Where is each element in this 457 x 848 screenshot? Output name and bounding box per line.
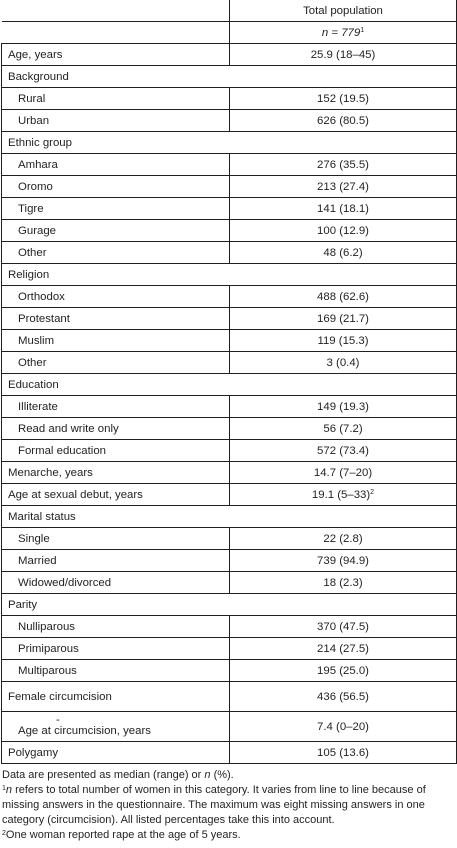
row-value-text: 436 (56.5) <box>317 690 369 703</box>
row-label <box>2 352 230 374</box>
row-value-text: 25.9 (18–45) <box>310 48 376 61</box>
group-label: Education <box>2 374 457 396</box>
table-row <box>2 198 457 220</box>
group-label: Parity <box>2 594 457 616</box>
row-value <box>230 712 457 742</box>
row-label-text: Formal education <box>18 444 107 457</box>
column-header: Total population <box>230 0 457 22</box>
table-row <box>2 550 457 572</box>
footnote-1-marker: 1 <box>2 785 6 792</box>
row-label <box>2 550 230 572</box>
row-value <box>230 44 457 66</box>
row-value-text: 152 (19.5) <box>317 92 369 105</box>
table-row <box>2 462 457 484</box>
row-label-text: Polygamy <box>8 746 59 759</box>
row-label <box>2 712 230 742</box>
group-label: Marital status <box>2 506 457 528</box>
table-row <box>2 220 457 242</box>
row-value-text: 100 (12.9) <box>317 224 369 237</box>
row-value <box>230 176 457 198</box>
table-row <box>2 110 457 132</box>
row-value-text: 626 (80.5) <box>317 114 369 127</box>
row-label <box>2 418 230 440</box>
row-label-text: Muslim <box>18 334 55 347</box>
row-value-text: 195 (25.0) <box>317 664 369 677</box>
table-row <box>2 308 457 330</box>
table-row <box>2 330 457 352</box>
row-value-text: 488 (62.6) <box>317 290 369 303</box>
row-label <box>2 484 230 506</box>
row-value <box>230 330 457 352</box>
row-value <box>230 550 457 572</box>
table-row <box>2 440 457 462</box>
table-row <box>2 88 457 110</box>
table-notes <box>0 764 452 843</box>
table-row <box>2 616 457 638</box>
footnote-2-text: One woman reported rape at the age of 5 years. <box>5 829 241 841</box>
table-row <box>2 396 457 418</box>
row-value-text: 14.7 (7–20) <box>313 466 373 479</box>
table-row <box>2 484 457 506</box>
row-label-text: Other <box>18 356 47 369</box>
row-value-text: 7.4 (0–20) <box>317 720 369 733</box>
row-label-text: Menarche, years <box>8 466 93 479</box>
row-value <box>230 396 457 418</box>
table-row <box>2 44 457 66</box>
row-label-text: Tigre <box>18 202 44 215</box>
row-value-superscript: 2 <box>370 488 375 496</box>
row-label <box>2 440 230 462</box>
row-value <box>230 484 457 506</box>
row-label <box>2 286 230 308</box>
row-label-text: Age at circumcision, years <box>18 724 151 737</box>
row-value <box>230 154 457 176</box>
row-label-text: Gurage <box>18 224 56 237</box>
row-value <box>230 742 457 764</box>
table-row <box>2 418 457 440</box>
row-label <box>2 330 230 352</box>
row-label-text: Oromo <box>18 180 53 193</box>
table-row <box>2 176 457 198</box>
row-value <box>230 528 457 550</box>
row-value-text: 18 (2.3) <box>323 576 363 589</box>
row-label-text: Illiterate <box>18 400 58 413</box>
row-label-text: Nulliparous <box>18 620 75 633</box>
table-header-row <box>2 0 457 22</box>
group-label: Ethnic group <box>2 132 457 154</box>
row-value-text: 739 (94.9) <box>317 554 369 567</box>
footnote-2-marker: 2 <box>2 830 6 837</box>
group-row <box>2 506 457 528</box>
row-value <box>230 572 457 594</box>
row-value-text: 572 (73.4) <box>317 444 369 457</box>
row-label <box>2 462 230 484</box>
row-label <box>2 616 230 638</box>
row-value-text: 141 (18.1) <box>317 202 369 215</box>
row-label-text: Female circumcision <box>8 690 112 703</box>
row-label <box>2 220 230 242</box>
population-table <box>1 0 457 764</box>
row-label-text: Read and write only <box>18 422 119 435</box>
row-label <box>2 572 230 594</box>
group-row <box>2 374 457 396</box>
row-label <box>2 638 230 660</box>
row-label-text: Age at sexual debut, years <box>8 488 143 501</box>
row-value-text: 149 (19.3) <box>317 400 369 413</box>
dash-mark: - <box>56 713 60 726</box>
row-value-text: 19.1 (5–33) <box>311 488 371 501</box>
row-value <box>230 660 457 682</box>
footnote-1 <box>2 783 452 828</box>
row-value-text: 119 (15.3) <box>317 334 369 347</box>
row-value <box>230 638 457 660</box>
row-label-text: Age, years <box>8 48 63 61</box>
table-row <box>2 528 457 550</box>
row-value <box>230 242 457 264</box>
n-superscript: 1 <box>360 26 365 34</box>
n-row <box>2 22 457 44</box>
row-value <box>230 198 457 220</box>
row-value-text: 213 (27.4) <box>317 180 369 193</box>
row-label <box>2 308 230 330</box>
row-label <box>2 88 230 110</box>
row-label <box>2 110 230 132</box>
row-value <box>230 286 457 308</box>
footnote-1-text: n refers to total number of women in this category. It varies from line to line because of missing answers in the questionnaire. The maximum was eight missing answers in one category (circumcision). All listed percentages take this into account. <box>2 784 426 826</box>
row-value-text: 48 (6.2) <box>323 246 363 259</box>
row-value <box>230 616 457 638</box>
row-label <box>2 198 230 220</box>
table-row <box>2 242 457 264</box>
footnote-2 <box>2 828 452 843</box>
row-value-text: 214 (27.5) <box>317 642 369 655</box>
row-label <box>2 396 230 418</box>
row-value-text: 276 (35.5) <box>317 158 369 171</box>
row-label <box>2 742 230 764</box>
row-value <box>230 682 457 712</box>
row-value-text: 370 (47.5) <box>317 620 369 633</box>
row-label-text: Married <box>18 554 57 567</box>
row-value-text: 56 (7.2) <box>323 422 363 435</box>
row-label-text: Single <box>18 532 50 545</box>
row-label-text: Orthodox <box>18 290 65 303</box>
row-value-text: 3 (0.4) <box>326 356 360 369</box>
table-row <box>2 352 457 374</box>
row-value <box>230 220 457 242</box>
table-row <box>2 712 457 742</box>
row-value <box>230 352 457 374</box>
row-label-text: Urban <box>18 114 50 127</box>
row-value <box>230 418 457 440</box>
n-blank-cell <box>2 22 230 44</box>
row-label-text: Other <box>18 246 47 259</box>
row-label <box>2 682 230 712</box>
n-cell <box>230 22 457 44</box>
row-label-text: Rural <box>18 92 46 105</box>
row-label <box>2 242 230 264</box>
group-row <box>2 132 457 154</box>
table-row <box>2 572 457 594</box>
row-value <box>230 88 457 110</box>
group-label: Religion <box>2 264 457 286</box>
row-value-text: 169 (21.7) <box>317 312 369 325</box>
row-value-text: 105 (13.6) <box>317 746 369 759</box>
row-label-text: Protestant <box>18 312 70 325</box>
row-label <box>2 154 230 176</box>
table-row <box>2 154 457 176</box>
row-label-text: Widowed/divorced <box>18 576 112 589</box>
row-label <box>2 528 230 550</box>
row-value <box>230 462 457 484</box>
group-row <box>2 66 457 88</box>
group-label: Background <box>2 66 457 88</box>
group-row <box>2 264 457 286</box>
table-row <box>2 742 457 764</box>
table-row <box>2 682 457 712</box>
row-value <box>230 110 457 132</box>
row-value <box>230 308 457 330</box>
note-line: Data are presented as median (range) or n (%). <box>2 769 234 781</box>
row-label-text: Amhara <box>18 158 58 171</box>
row-label-text: Multiparous <box>18 664 77 677</box>
row-label <box>2 176 230 198</box>
table-row <box>2 638 457 660</box>
table-row <box>2 286 457 308</box>
n-label: n = 779 <box>321 26 361 39</box>
group-row <box>2 594 457 616</box>
row-value <box>230 440 457 462</box>
table-row <box>2 660 457 682</box>
header-blank-cell <box>2 0 230 22</box>
row-label <box>2 660 230 682</box>
row-label-text: Primiparous <box>18 642 79 655</box>
row-label <box>2 44 230 66</box>
row-value-text: 22 (2.8) <box>323 532 363 545</box>
